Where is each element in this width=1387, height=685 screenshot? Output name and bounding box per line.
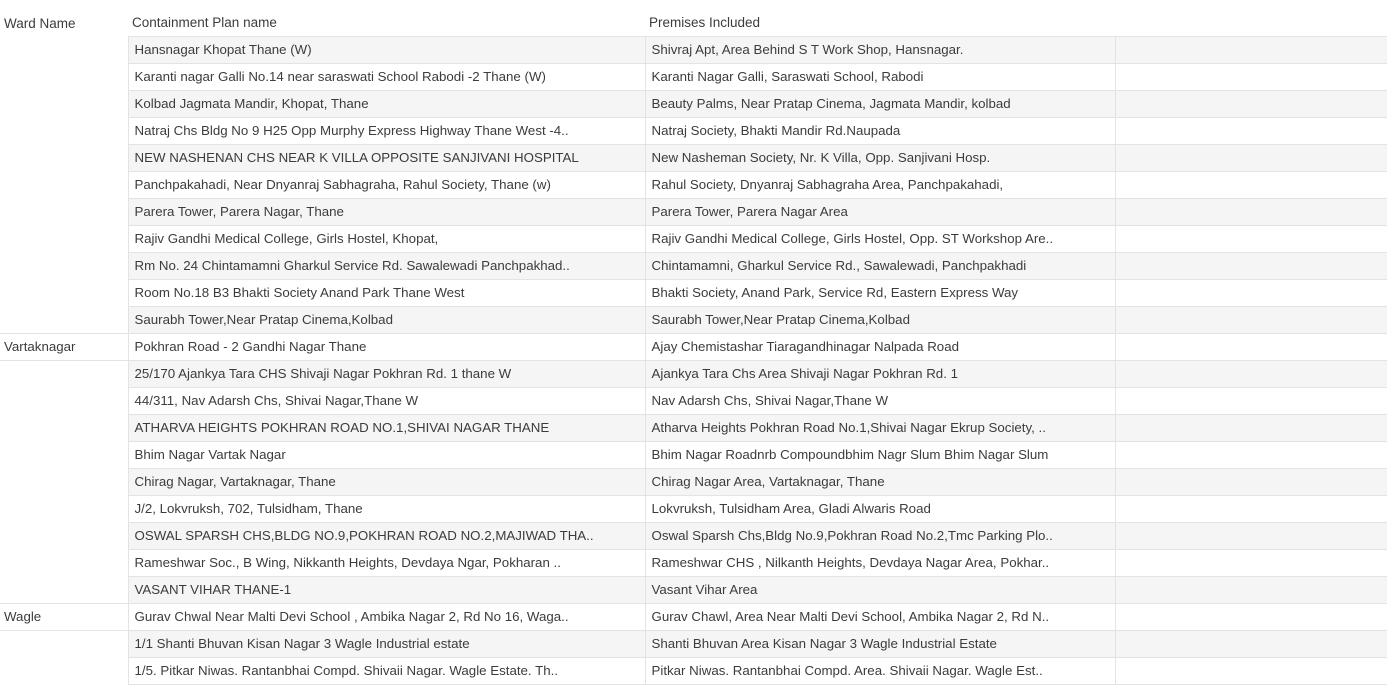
cell-ward-name[interactable] [0,415,128,442]
table-header-row [0,0,1387,37]
table-row[interactable] [0,631,1387,658]
cell-containment-plan-name[interactable]: Rajiv Gandhi Medical College, Girls Hostel, Khopat, [128,226,645,253]
cell-ward-name[interactable] [0,469,128,496]
table-row[interactable] [0,172,1387,199]
cell-containment-plan-name[interactable]: Pokhran Road - 2 Gandhi Nagar Thane [128,334,645,361]
cell-empty [1115,199,1387,226]
cell-premises-included[interactable]: Rahul Society, Dnyanraj Sabhagraha Area, Panchpakahadi, [645,172,1115,199]
cell-ward-name[interactable] [0,145,128,172]
cell-containment-plan-name[interactable]: Parera Tower, Parera Nagar, Thane [128,199,645,226]
table-row[interactable] [0,91,1387,118]
cell-ward-name[interactable] [0,280,128,307]
table-row[interactable] [0,388,1387,415]
cell-premises-included[interactable]: Rajiv Gandhi Medical College, Girls Hostel, Opp. ST Workshop Are.. [645,226,1115,253]
cell-premises-included[interactable]: Shanti Bhuvan Area Kisan Nagar 3 Wagle Industrial Estate [645,631,1115,658]
cell-containment-plan-name[interactable]: Bhim Nagar Vartak Nagar [128,442,645,469]
cell-empty [1115,280,1387,307]
cell-empty [1115,91,1387,118]
cell-premises-included[interactable]: Parera Tower, Parera Nagar Area [645,199,1115,226]
cell-containment-plan-name[interactable]: 25/170 Ajankya Tara CHS Shivaji Nagar Pokhran Rd. 1 thane W [128,361,645,388]
table-row[interactable] [0,37,1387,64]
cell-premises-included[interactable]: Natraj Society, Bhakti Mandir Rd.Naupada [645,118,1115,145]
cell-ward-name[interactable] [0,631,128,658]
cell-containment-plan-name[interactable]: Panchpakahadi, Near Dnyanraj Sabhagraha, Rahul Society, Thane (w) [128,172,645,199]
cell-premises-included[interactable]: Karanti Nagar Galli, Saraswati School, Rabodi [645,64,1115,91]
cell-containment-plan-name[interactable]: J/2, Lokvruksh, 702, Tulsidham, Thane [128,496,645,523]
cell-containment-plan-name[interactable]: Rm No. 24 Chintamamni Gharkul Service Rd. Sawalewadi Panchpakhad.. [128,253,645,280]
table-row[interactable] [0,145,1387,172]
cell-empty [1115,361,1387,388]
cell-ward-name[interactable] [0,118,128,145]
cell-empty [1115,253,1387,280]
table-row[interactable] [0,415,1387,442]
cell-ward-name[interactable] [0,496,128,523]
table-row[interactable] [0,361,1387,388]
cell-empty [1115,145,1387,172]
cell-ward-name[interactable] [0,577,128,604]
cell-empty [1115,226,1387,253]
cell-premises-included[interactable]: Gurav Chawl, Area Near Malti Devi School, Ambika Nagar 2, Rd N.. [645,604,1115,631]
cell-containment-plan-name[interactable]: Natraj Chs Bldg No 9 H25 Opp Murphy Express Highway Thane West -4.. [128,118,645,145]
column-header-premises-included[interactable]: Premises Included [645,0,1115,37]
cell-premises-included[interactable]: Pitkar Niwas. Rantanbhai Compd. Area. Shivaii Nagar. Wagle Est.. [645,658,1115,685]
cell-empty [1115,64,1387,91]
cell-containment-plan-name[interactable]: 1/5. Pitkar Niwas. Rantanbhai Compd. Shivaii Nagar. Wagle Estate. Th.. [128,658,645,685]
cell-containment-plan-name[interactable]: Room No.18 B3 Bhakti Society Anand Park Thane West [128,280,645,307]
cell-premises-included[interactable]: Chintamamni, Gharkul Service Rd., Sawalewadi, Panchpakhadi [645,253,1115,280]
cell-containment-plan-name[interactable]: OSWAL SPARSH CHS,BLDG NO.9,POKHRAN ROAD NO.2,MAJIWAD THA.. [128,523,645,550]
cell-empty [1115,604,1387,631]
cell-empty [1115,658,1387,685]
cell-premises-included[interactable]: Ajankya Tara Chs Area Shivaji Nagar Pokhran Rd. 1 [645,361,1115,388]
cell-ward-name[interactable] [0,226,128,253]
cell-containment-plan-name[interactable]: ATHARVA HEIGHTS POKHRAN ROAD NO.1,SHIVAI NAGAR THANE [128,415,645,442]
cell-premises-included[interactable]: Rameshwar CHS , Nilkanth Heights, Devdaya Nagar Area, Pokhar.. [645,550,1115,577]
cell-premises-included[interactable]: Saurabh Tower,Near Pratap Cinema,Kolbad [645,307,1115,334]
table-row[interactable] [0,226,1387,253]
cell-containment-plan-name[interactable]: 44/311, Nav Adarsh Chs, Shivai Nagar,Thane W [128,388,645,415]
cell-ward-name[interactable] [0,37,128,64]
cell-containment-plan-name[interactable]: Gurav Chwal Near Malti Devi School , Ambika Nagar 2, Rd No 16, Waga.. [128,604,645,631]
cell-premises-included[interactable]: Vasant Vihar Area [645,577,1115,604]
cell-premises-included[interactable]: Bhakti Society, Anand Park, Service Rd, Eastern Express Way [645,280,1115,307]
table-body [0,37,1387,685]
cell-ward-name[interactable] [0,199,128,226]
cell-ward-name[interactable] [0,172,128,199]
table-row[interactable] [0,523,1387,550]
cell-premises-included[interactable]: New Nasheman Society, Nr. K Villa, Opp. Sanjivani Hosp. [645,145,1115,172]
cell-ward-name[interactable] [0,523,128,550]
cell-ward-name[interactable] [0,307,128,334]
cell-empty [1115,307,1387,334]
cell-empty [1115,388,1387,415]
cell-containment-plan-name[interactable]: Karanti nagar Galli No.14 near saraswati School Rabodi -2 Thane (W) [128,64,645,91]
table-row[interactable] [0,469,1387,496]
cell-containment-plan-name[interactable]: 1/1 Shanti Bhuvan Kisan Nagar 3 Wagle Industrial estate [128,631,645,658]
table-row[interactable] [0,280,1387,307]
cell-empty [1115,631,1387,658]
cell-ward-name[interactable] [0,550,128,577]
cell-containment-plan-name[interactable]: Kolbad Jagmata Mandir, Khopat, Thane [128,91,645,118]
table-row[interactable] [0,118,1387,145]
column-header-containment-plan-name[interactable]: Containment Plan name [128,0,645,37]
cell-premises-included[interactable]: Ajay Chemistashar Tiaragandhinagar Nalpada Road [645,334,1115,361]
table-row[interactable] [0,496,1387,523]
column-header-empty [1115,0,1387,37]
table-row[interactable] [0,442,1387,469]
cell-ward-name[interactable] [0,361,128,388]
cell-empty [1115,415,1387,442]
cell-premises-included[interactable]: Bhim Nagar Roadnrb Compoundbhim Nagr Slum Bhim Nagar Slum [645,442,1115,469]
cell-ward-name[interactable] [0,388,128,415]
table-row[interactable] [0,550,1387,577]
cell-empty [1115,172,1387,199]
cell-containment-plan-name[interactable]: Hansnagar Khopat Thane (W) [128,37,645,64]
table-row[interactable] [0,658,1387,685]
cell-premises-included[interactable]: Nav Adarsh Chs, Shivai Nagar,Thane W [645,388,1115,415]
table-row[interactable] [0,604,1387,631]
cell-containment-plan-name[interactable]: VASANT VIHAR THANE-1 [128,577,645,604]
cell-containment-plan-name[interactable]: Saurabh Tower,Near Pratap Cinema,Kolbad [128,307,645,334]
table-header [0,0,1387,37]
column-header-ward-name[interactable]: Ward Name [0,0,128,37]
cell-premises-included[interactable]: Beauty Palms, Near Pratap Cinema, Jagmata Mandir, kolbad [645,91,1115,118]
table-row[interactable] [0,64,1387,91]
cell-containment-plan-name[interactable]: Rameshwar Soc., B Wing, Nikkanth Heights, Devdaya Ngar, Pokharan .. [128,550,645,577]
cell-ward-name[interactable] [0,442,128,469]
cell-ward-name[interactable] [0,91,128,118]
cell-empty [1115,469,1387,496]
cell-ward-name[interactable] [0,64,128,91]
cell-ward-name[interactable] [0,658,128,685]
table-row[interactable] [0,199,1387,226]
cell-empty [1115,496,1387,523]
table-row[interactable] [0,334,1387,361]
cell-empty [1115,118,1387,145]
table-row[interactable] [0,307,1387,334]
cell-premises-included[interactable]: Lokvruksh, Tulsidham Area, Gladi Alwaris Road [645,496,1115,523]
cell-containment-plan-name[interactable]: NEW NASHENAN CHS NEAR K VILLA OPPOSITE SANJIVANI HOSPITAL [128,145,645,172]
cell-empty [1115,550,1387,577]
cell-premises-included[interactable]: Chirag Nagar Area, Vartaknagar, Thane [645,469,1115,496]
cell-premises-included[interactable]: Atharva Heights Pokhran Road No.1,Shivai Nagar Ekrup Society, .. [645,415,1115,442]
table-row[interactable] [0,577,1387,604]
cell-empty [1115,334,1387,361]
cell-premises-included[interactable]: Oswal Sparsh Chs,Bldg No.9,Pokhran Road No.2,Tmc Parking Plo.. [645,523,1115,550]
cell-containment-plan-name[interactable]: Chirag Nagar, Vartaknagar, Thane [128,469,645,496]
cell-ward-name[interactable]: Vartaknagar [0,334,128,361]
cell-empty [1115,523,1387,550]
cell-empty [1115,577,1387,604]
table-row[interactable] [0,253,1387,280]
cell-premises-included[interactable]: Shivraj Apt, Area Behind S T Work Shop, Hansnagar. [645,37,1115,64]
cell-ward-name[interactable]: Wagle [0,604,128,631]
cell-empty [1115,442,1387,469]
cell-empty [1115,37,1387,64]
cell-ward-name[interactable] [0,253,128,280]
